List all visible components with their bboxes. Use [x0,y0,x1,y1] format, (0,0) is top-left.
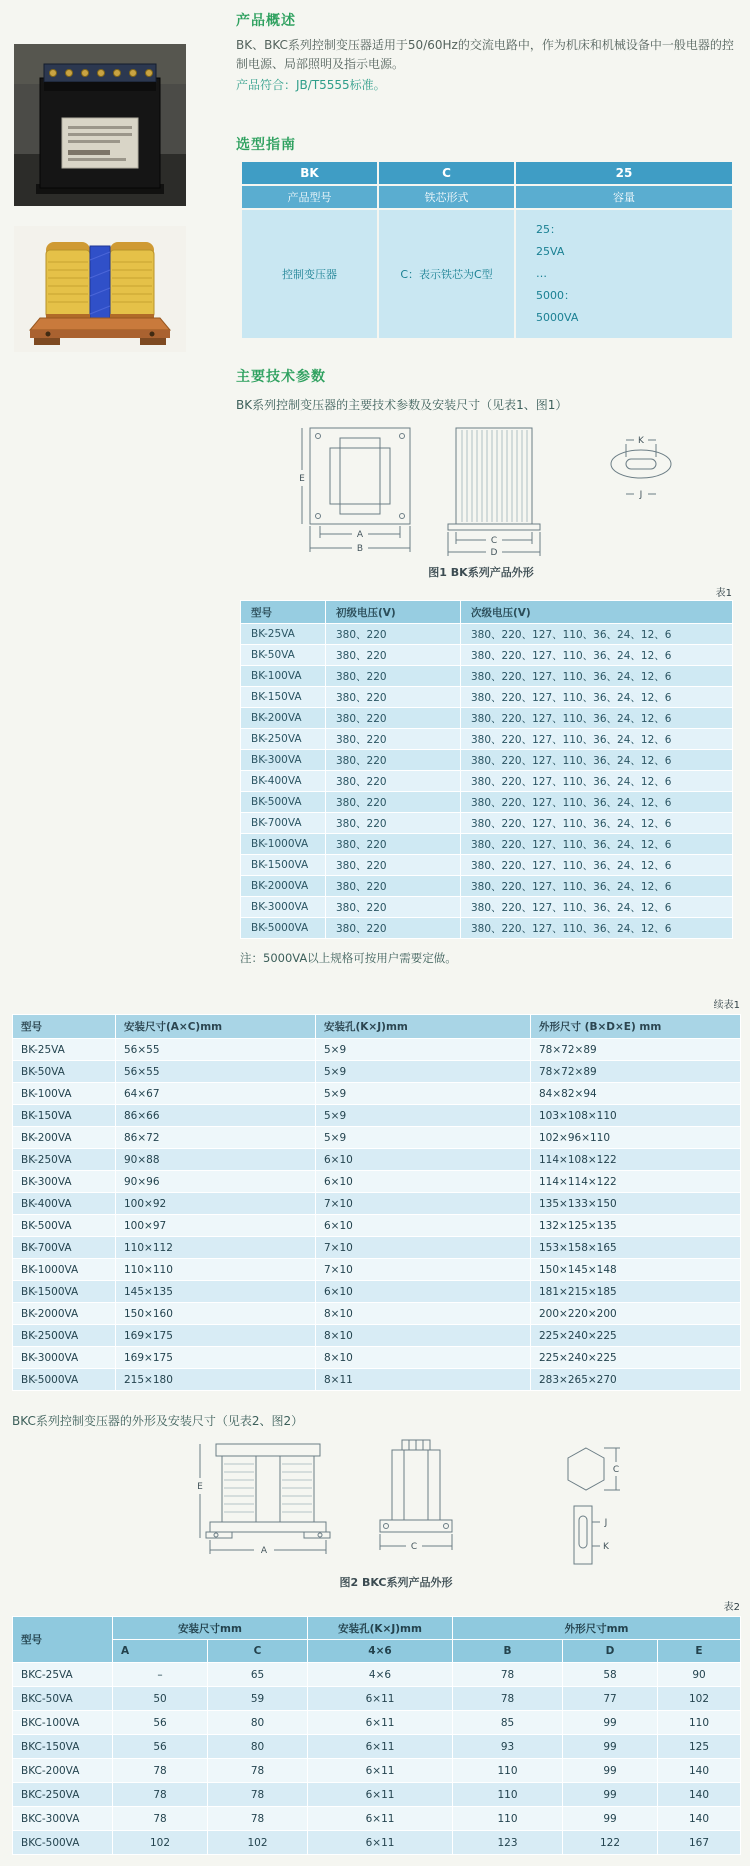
table1-continued-tag: 续表1 [713,1000,740,1011]
table-cell: BK-400VA [241,771,326,792]
fig2-dim-a: A [260,1546,268,1556]
table-subheader-row [13,1640,741,1663]
table-cell: 77 [563,1687,658,1711]
table-cell: 200×220×200 [531,1303,741,1325]
table-cell: 122 [563,1831,658,1855]
table-cell: 123 [453,1831,563,1855]
table-cell: 380、220 [326,855,461,876]
table-cell: 99 [563,1735,658,1759]
selection-code-row [241,161,733,185]
table-cell: 169×175 [116,1347,316,1369]
table-cell: 132×125×135 [531,1215,741,1237]
table-cell: BK-200VA [241,708,326,729]
table-cell: BKC-50VA [13,1687,113,1711]
table-cell: 78 [113,1783,208,1807]
table-cell: 80 [208,1735,308,1759]
bk-voltage-table-body [241,624,733,939]
capacity-line: … [536,267,547,280]
table-cell: 380、220 [326,624,461,645]
table-row [13,1687,741,1711]
table-cell: 80 [208,1711,308,1735]
table-cell: 86×72 [116,1127,316,1149]
table-cell: BK-100VA [13,1083,116,1105]
table-cell: 78 [113,1759,208,1783]
column-header-model: 型号 [13,1015,116,1039]
table-cell: 102 [658,1687,741,1711]
table-cell: BK-700VA [13,1237,116,1259]
table-cell: 380、220、127、110、36、24、12、6 [461,645,733,666]
table-cell: 140 [658,1783,741,1807]
table-cell: 380、220 [326,918,461,939]
fig2-dim-k: K [603,1542,609,1552]
table-cell: 56 [113,1735,208,1759]
fig2-dim-c2: C [612,1465,620,1475]
bkc-transformer-photo [14,226,186,352]
table-cell: 78×72×89 [531,1039,741,1061]
selection-value-row [241,209,733,339]
overview-paragraph [236,36,740,96]
table-row [13,1281,741,1303]
table-cell: BK-2500VA [13,1325,116,1347]
table-cell: 380、220、127、110、36、24、12、6 [461,792,733,813]
table-cell: 380、220 [326,729,461,750]
table-cell: 59 [208,1687,308,1711]
table-row [241,918,733,939]
bkc-series-intro-text: BKC系列控制变压器的外形及安装尺寸（见表2、图2） [12,1414,304,1428]
fig1-dim-c: C [490,536,498,546]
table-cell: 380、220、127、110、36、24、12、6 [461,855,733,876]
bk-voltage-table [240,600,733,939]
table-cell: 380、220、127、110、36、24、12、6 [461,771,733,792]
table-cell: BK-700VA [241,813,326,834]
column-subheader-a: A [113,1640,208,1663]
column-subheader-c: C [208,1640,308,1663]
table-cell: 380、220 [326,897,461,918]
table-row [13,1711,741,1735]
table-cell: 380、220、127、110、36、24、12、6 [461,750,733,771]
bk-transformer-photo-image [14,44,186,206]
table-cell: BK-5000VA [241,918,326,939]
table-cell: 99 [563,1783,658,1807]
table-cell: 99 [563,1807,658,1831]
table-cell: 78×72×89 [531,1061,741,1083]
table-cell: 380、220 [326,876,461,897]
bkc-dimensions-table [12,1616,741,1855]
table-cell: BK-100VA [241,666,326,687]
bk-dimensions-table [12,1014,741,1391]
table-cell: BK-250VA [241,729,326,750]
selection-label-row [241,185,733,209]
table-cell: BK-500VA [241,792,326,813]
table-row [241,708,733,729]
table-header-row [13,1015,741,1039]
table-cell: BKC-25VA [13,1663,113,1687]
table-row [241,750,733,771]
figure2-bkc-outline-drawing [196,1434,676,1574]
table-cell: 110×112 [116,1237,316,1259]
table-row [13,1663,741,1687]
table-cell: 380、220 [326,771,461,792]
table-cell: 5×9 [316,1105,531,1127]
table-cell: 78 [113,1807,208,1831]
figure1-bk-outline-drawing [296,422,706,562]
table-row [13,1127,741,1149]
table-cell: BKC-200VA [13,1759,113,1783]
table-cell: 78 [453,1687,563,1711]
table-cell: BK-1000VA [13,1259,116,1281]
table-row [241,813,733,834]
capacity-line: 25VA [536,245,565,258]
table-cell: 6×11 [308,1783,453,1807]
table-cell: 380、220、127、110、36、24、12、6 [461,834,733,855]
figure1-drawing-image [296,422,706,562]
overview-standard-text: 产品符合：JB/T5555标准。 [236,78,386,93]
table-cell: BK-3000VA [13,1347,116,1369]
column-subheader-e: E [658,1640,741,1663]
table-cell: 90×96 [116,1171,316,1193]
table-row [241,687,733,708]
table-cell: 225×240×225 [531,1347,741,1369]
column-header-mounting-hole: 安装孔(K×J)mm [308,1617,453,1640]
table-cell: 6×11 [308,1735,453,1759]
custom-order-note: 注：5000VA以上规格可按用户需要定做。 [240,951,457,965]
table-cell: 380、220 [326,750,461,771]
table-row [13,1759,741,1783]
table-cell: 93 [453,1735,563,1759]
table-cell: 110 [453,1783,563,1807]
table-row [241,834,733,855]
table-cell: 150×160 [116,1303,316,1325]
table-cell: 110×110 [116,1259,316,1281]
table-row [241,771,733,792]
table-cell: 56×55 [116,1061,316,1083]
table-row [241,729,733,750]
fig1-dim-d: D [490,548,498,558]
bk-dimensions-table-body [13,1039,741,1391]
selection-code-25: 25 [515,161,733,185]
table-cell: 84×82×94 [531,1083,741,1105]
table-cell: 99 [563,1711,658,1735]
table-cell: BK-1000VA [241,834,326,855]
table-cell: 140 [658,1759,741,1783]
table-row [13,1039,741,1061]
table-row [13,1237,741,1259]
selection-value-model: 控制变压器 [241,209,378,339]
table-cell: 110 [453,1807,563,1831]
bkc-transformer-photo-image [14,226,186,352]
table-cell: BK-150VA [13,1105,116,1127]
table-row [13,1325,741,1347]
table-cell: 7×10 [316,1193,531,1215]
table-cell: 380、220、127、110、36、24、12、6 [461,624,733,645]
table-cell: 6×10 [316,1215,531,1237]
table-cell: 5×9 [316,1061,531,1083]
table-cell: 140 [658,1807,741,1831]
table-cell: 7×10 [316,1259,531,1281]
table-cell: 135×133×150 [531,1193,741,1215]
figure1-caption: 图1 BK系列产品外形 [428,566,534,579]
column-subheader-d: D [563,1640,658,1663]
column-header-model: 型号 [13,1617,113,1663]
table-cell: 110 [658,1711,741,1735]
table-row [13,1347,741,1369]
table-cell: 380、220、127、110、36、24、12、6 [461,666,733,687]
section-title-overview: 产品概述 [236,13,296,29]
table-row [13,1083,741,1105]
table-row [13,1061,741,1083]
column-header-mounting-hole: 安装孔(K×J)mm [316,1015,531,1039]
table-cell: 145×135 [116,1281,316,1303]
table-cell: 50 [113,1687,208,1711]
table-cell: BKC-250VA [13,1783,113,1807]
table-cell: 150×145×148 [531,1259,741,1281]
table-cell: 380、220 [326,687,461,708]
fig2-dim-c: C [410,1542,418,1552]
table-header-row [241,601,733,624]
table-cell: 215×180 [116,1369,316,1391]
capacity-line: 5000VA [536,311,579,324]
table-row [241,897,733,918]
table-cell: 78 [208,1783,308,1807]
table-cell: 64×67 [116,1083,316,1105]
table-cell: 78 [453,1663,563,1687]
table-cell: BKC-150VA [13,1735,113,1759]
column-header-mounting-size: 安装尺寸(A×C)mm [116,1015,316,1039]
overview-body-text: BK、BKC系列控制变压器适用于50/60Hz的交流电路中，作为机床和机械设备中一般电器的控制电源、局部照明及指示电源。 [236,38,734,72]
table-row [241,645,733,666]
fig1-dim-k: K [638,436,644,446]
table-row [13,1831,741,1855]
section-title-tech-params: 主要技术参数 [236,369,326,385]
table-cell: 283×265×270 [531,1369,741,1391]
table-row [13,1783,741,1807]
table-cell: 380、220 [326,813,461,834]
table-header-row [13,1617,741,1640]
table-cell: BK-3000VA [241,897,326,918]
section-title-selection-guide: 选型指南 [236,137,296,153]
table-cell: 169×175 [116,1325,316,1347]
table-cell: BK-50VA [13,1061,116,1083]
column-header-secondary-voltage: 次级电压(V) [461,601,733,624]
table-cell: 8×10 [316,1325,531,1347]
table-cell: 4×6 [308,1663,453,1687]
table-cell: 6×11 [308,1687,453,1711]
table-row [13,1807,741,1831]
table-cell: 56 [113,1711,208,1735]
column-subheader-b: B [453,1640,563,1663]
table1-tag: 表1 [715,588,732,599]
table-cell: 125 [658,1735,741,1759]
table-cell: 380、220、127、110、36、24、12、6 [461,813,733,834]
table-row [241,792,733,813]
table-cell: 99 [563,1759,658,1783]
bk-transformer-photo [14,44,186,206]
table-cell: 380、220 [326,708,461,729]
table-row [13,1149,741,1171]
table-cell: 110 [453,1759,563,1783]
table-cell: BK-5000VA [13,1369,116,1391]
table-cell: 380、220、127、110、36、24、12、6 [461,729,733,750]
table-cell: 90 [658,1663,741,1687]
capacity-line: 25： [536,223,561,236]
table-cell: BK-400VA [13,1193,116,1215]
fig1-dim-b: B [356,544,364,554]
table-cell: 100×97 [116,1215,316,1237]
table-cell: 380、220 [326,834,461,855]
selection-label-model: 产品型号 [241,185,378,209]
selection-label-core: 铁芯形式 [378,185,515,209]
table-cell: 86×66 [116,1105,316,1127]
fig1-dim-e: E [299,474,305,484]
selection-code-bk: BK [241,161,378,185]
column-header-model: 型号 [241,601,326,624]
table-cell: 8×11 [316,1369,531,1391]
table-cell: 167 [658,1831,741,1855]
table-cell: 6×11 [308,1831,453,1855]
table-row [13,1171,741,1193]
table-cell: BK-1500VA [13,1281,116,1303]
table-cell: BK-50VA [241,645,326,666]
table-cell: 102×96×110 [531,1127,741,1149]
table-cell: 225×240×225 [531,1325,741,1347]
table-cell: 380、220、127、110、36、24、12、6 [461,687,733,708]
table-cell: BKC-100VA [13,1711,113,1735]
selection-guide-table [240,160,734,340]
figure2-drawing-image [196,1434,676,1574]
table-cell: 380、220 [326,792,461,813]
bkc-dimensions-table-body [13,1663,741,1855]
figure2-caption: 图2 BKC系列产品外形 [339,1576,453,1589]
table-cell: 5×9 [316,1083,531,1105]
table-cell: 6×11 [308,1711,453,1735]
table-cell: 65 [208,1663,308,1687]
fig2-dim-e: E [197,1482,203,1492]
table-cell: 6×10 [316,1171,531,1193]
column-header-primary-voltage: 初级电压(V) [326,601,461,624]
column-subheader-hole: 4×6 [308,1640,453,1663]
table-cell: 5×9 [316,1127,531,1149]
table-cell: 7×10 [316,1237,531,1259]
table-cell: 78 [208,1759,308,1783]
table-cell: BK-25VA [241,624,326,645]
bk-series-intro-text: BK系列控制变压器的主要技术参数及安装尺寸（见表1、图1） [236,398,568,412]
table-cell: BK-200VA [13,1127,116,1149]
selection-value-core: C：表示铁芯为C型 [378,209,515,339]
table-cell: 380、220 [326,666,461,687]
table-cell: BK-300VA [13,1171,116,1193]
table-cell: 181×215×185 [531,1281,741,1303]
table-row [241,666,733,687]
fig2-dim-j: J [604,1518,608,1528]
fig1-dim-j: J [639,490,643,500]
table-cell: 380、220、127、110、36、24、12、6 [461,897,733,918]
selection-label-capacity: 容量 [515,185,733,209]
table-cell: BK-25VA [13,1039,116,1061]
table-cell: 90×88 [116,1149,316,1171]
table-row [13,1303,741,1325]
table-cell: 6×11 [308,1807,453,1831]
table-row [13,1259,741,1281]
column-header-outline-size: 外形尺寸 (B×D×E) mm [531,1015,741,1039]
selection-value-capacity [515,209,733,339]
table-cell: BK-500VA [13,1215,116,1237]
table-row [13,1215,741,1237]
table-cell: 100×92 [116,1193,316,1215]
table-cell: BK-2000VA [241,876,326,897]
column-header-mounting-size: 安装尺寸mm [113,1617,308,1640]
table-row [13,1193,741,1215]
table-row [241,624,733,645]
table-cell: 102 [208,1831,308,1855]
table-cell: BK-1500VA [241,855,326,876]
table-cell: BK-150VA [241,687,326,708]
table-cell: – [113,1663,208,1687]
column-header-outline-size: 外形尺寸mm [453,1617,741,1640]
table-cell: 85 [453,1711,563,1735]
table-cell: 56×55 [116,1039,316,1061]
table-cell: 6×10 [316,1281,531,1303]
table-row [13,1105,741,1127]
capacity-line: 5000： [536,289,575,302]
table-cell: BKC-500VA [13,1831,113,1855]
table-cell: 380、220 [326,645,461,666]
table-cell: BK-250VA [13,1149,116,1171]
table-cell: 78 [208,1807,308,1831]
table-cell: 8×10 [316,1303,531,1325]
table-cell: 114×114×122 [531,1171,741,1193]
table-cell: 5×9 [316,1039,531,1061]
table-cell: 8×10 [316,1347,531,1369]
table-cell: 58 [563,1663,658,1687]
table2-tag: 表2 [723,1602,740,1613]
table-cell: 153×158×165 [531,1237,741,1259]
table-cell: 103×108×110 [531,1105,741,1127]
selection-code-c: C [378,161,515,185]
table-row [13,1369,741,1391]
table-cell: 380、220、127、110、36、24、12、6 [461,918,733,939]
table-row [241,876,733,897]
table-cell: 6×11 [308,1759,453,1783]
table-cell: BK-2000VA [13,1303,116,1325]
fig1-dim-a: A [356,530,364,540]
table-cell: 102 [113,1831,208,1855]
table-cell: BK-300VA [241,750,326,771]
table-cell: 380、220、127、110、36、24、12、6 [461,876,733,897]
table-cell: 380、220、127、110、36、24、12、6 [461,708,733,729]
table-row [241,855,733,876]
table-cell: BKC-300VA [13,1807,113,1831]
table-cell: 6×10 [316,1149,531,1171]
table-cell: 114×108×122 [531,1149,741,1171]
table-row [13,1735,741,1759]
